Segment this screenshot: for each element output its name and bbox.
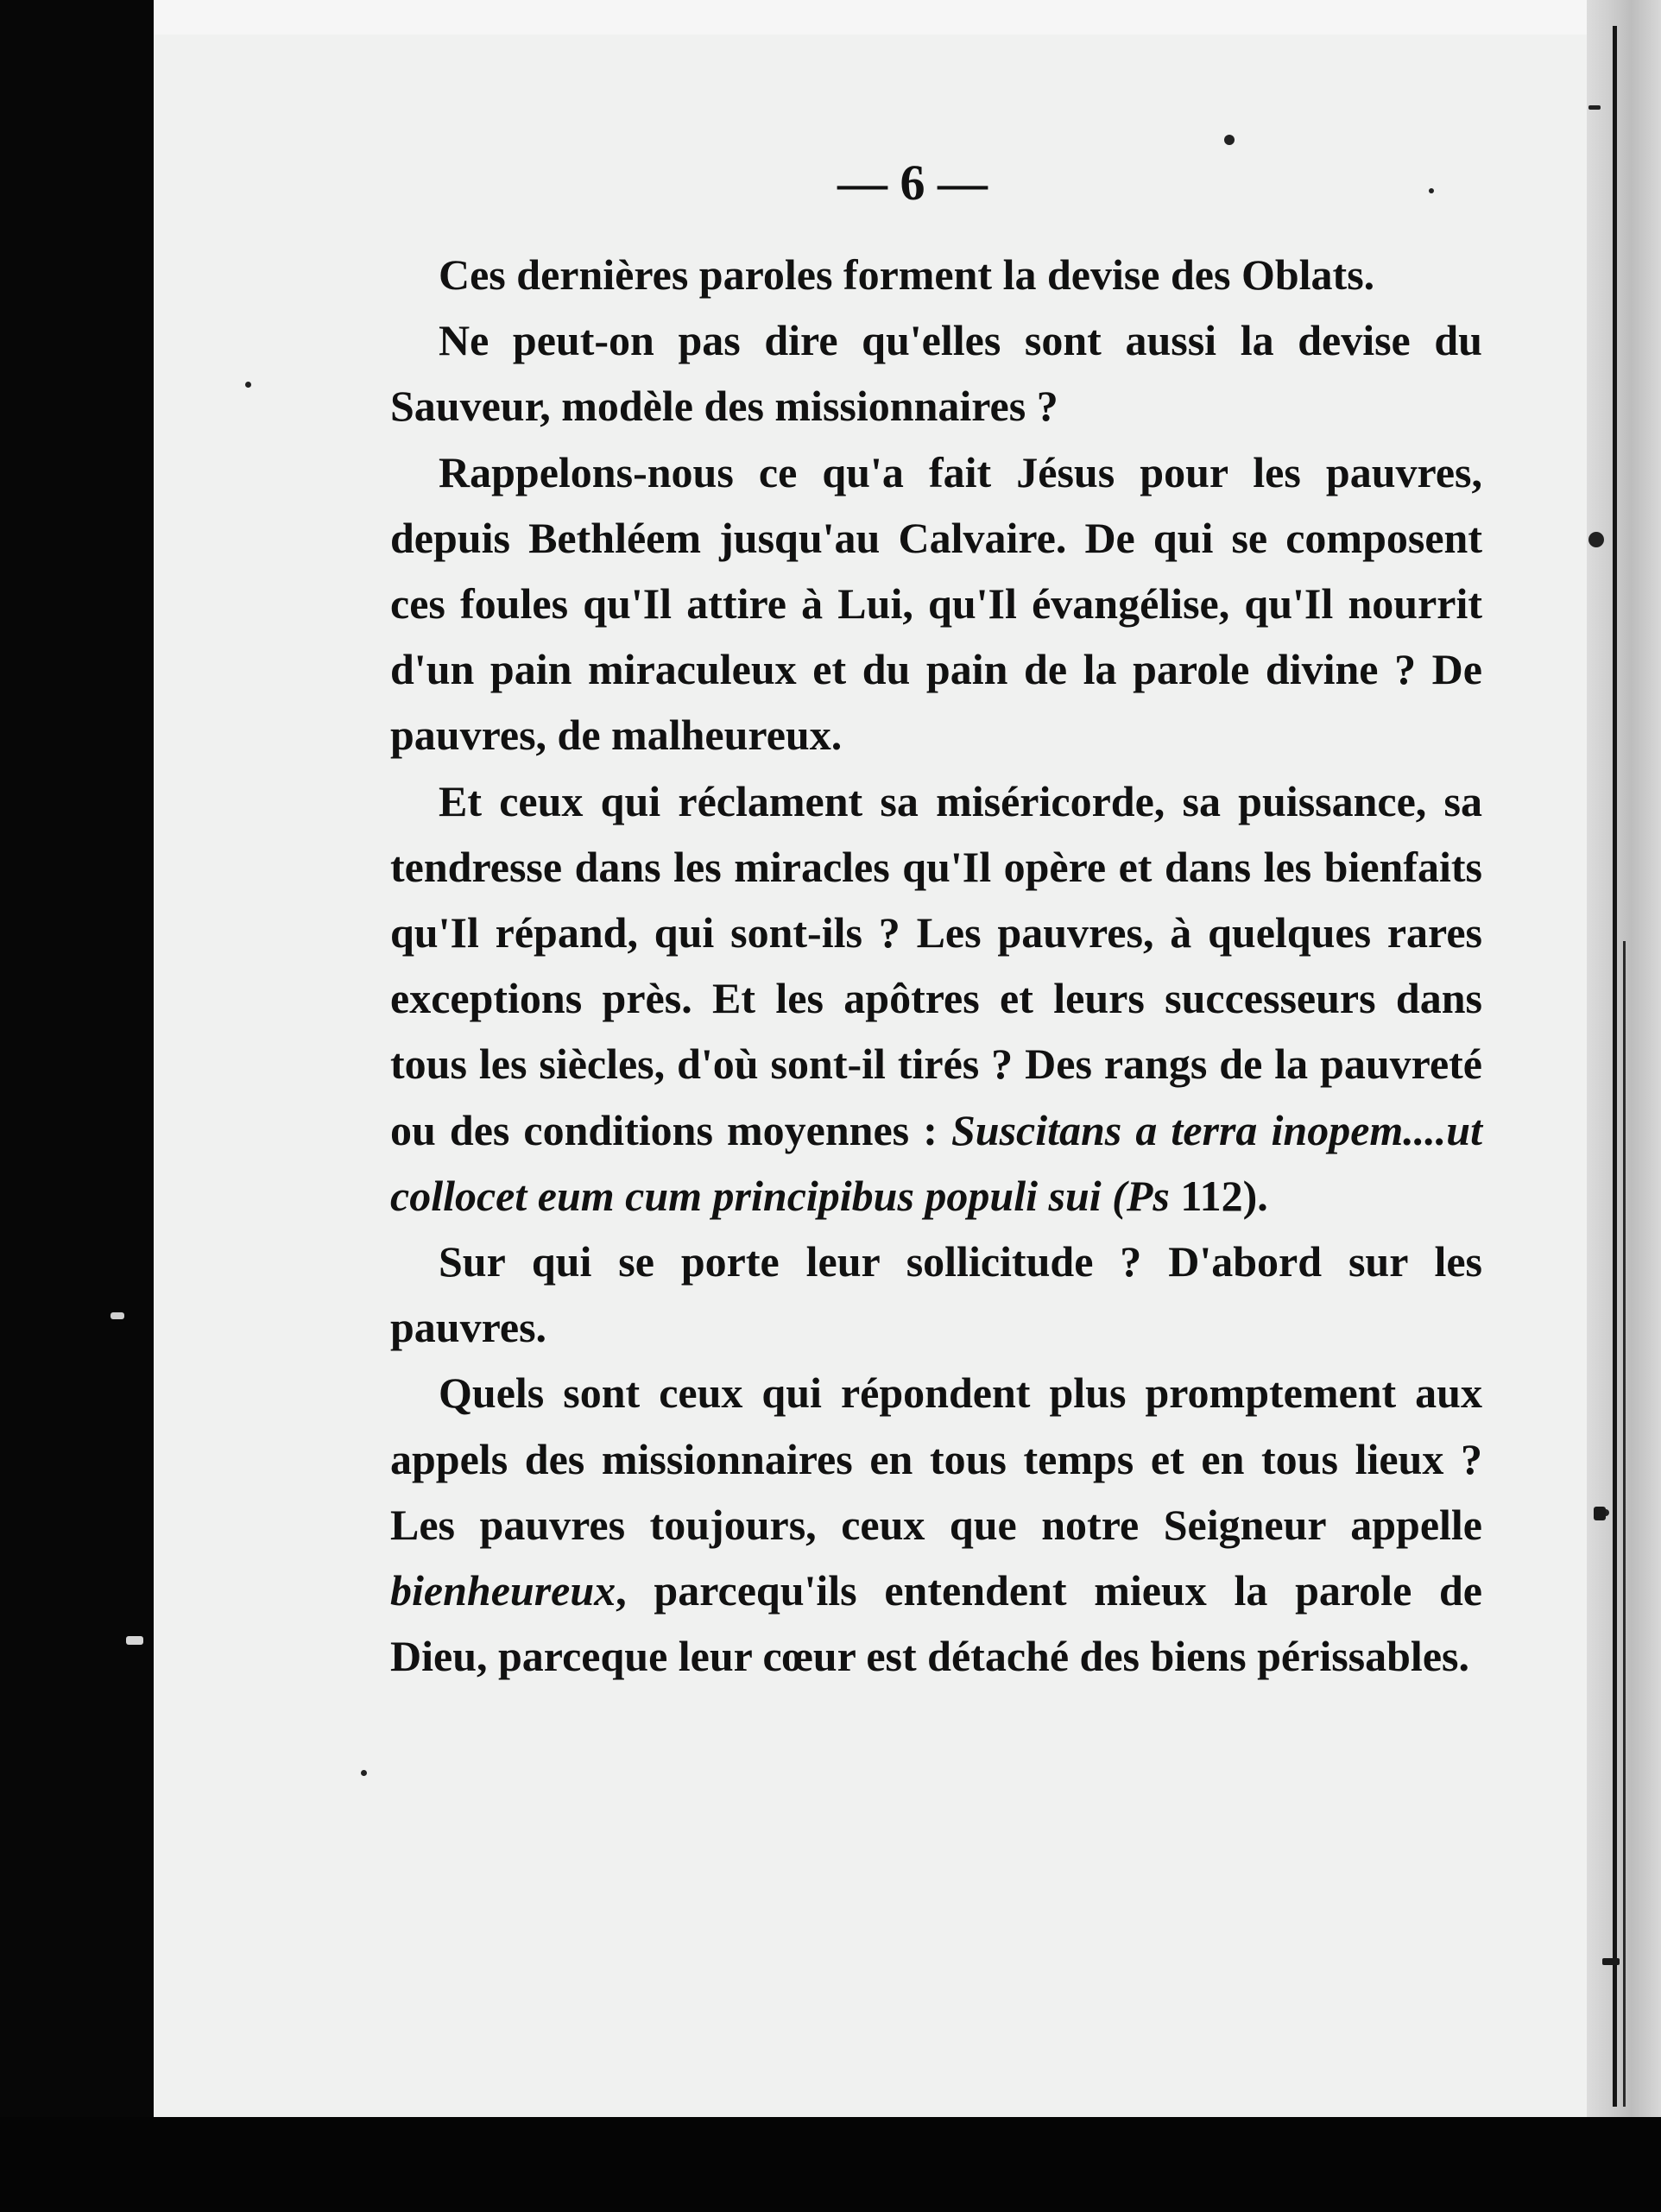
scan-right-rule-secondary	[1623, 941, 1626, 2107]
text-segment: Et ceux qui réclament sa miséricorde, sa puissance, sa tendresse dans les miracles qu'Il opère et dans les bienfaits qu'Il répand, qui sont-ils ? Les pauvres, à quelques rares exceptions près. Et les apôtres et leurs successeurs dans tous les siècles, d'où sont-il tirés ? Des rangs de la pauvreté ou des conditions moyennes :	[390, 776, 1482, 1154]
scan-speck	[245, 382, 251, 388]
text-segment: Rappelons-nous ce qu'a fait Jésus pour les pauvres, depuis Bethléem jusqu'au Calvaire. De qui se composent ces foules qu'Il attire à Lui, qu'Il évangélise, qu'Il nourrit d'un pain miraculeux et du pain de la parole divine ? De pauvres, de malheureux.	[390, 447, 1482, 760]
scan-speck	[1588, 105, 1601, 110]
scan-edge-mark	[1602, 1958, 1620, 1965]
scan-edge-mark	[111, 1312, 124, 1319]
text-segment: Ces dernières paroles forment la devise des Oblats.	[439, 250, 1375, 299]
scan-edge-mark	[1594, 1507, 1606, 1520]
scan-bottom-border	[0, 2117, 1661, 2212]
scan-speck	[1224, 135, 1235, 145]
scan-speck	[361, 1770, 367, 1776]
italic-word: bienheureux	[390, 1566, 616, 1615]
scan-speck	[1429, 188, 1434, 193]
paragraph-2	[390, 307, 1482, 439]
text-segment: , parcequ'ils entendent mieux la parole de Dieu, parceque leur cœur est détaché des biens périssables.	[390, 1566, 1482, 1681]
scan-edge-mark	[126, 1636, 143, 1645]
scan-speck	[1588, 532, 1604, 547]
page-number: — 6 —	[837, 155, 988, 211]
text-segment: Sur qui se porte leur sollicitude ? D'abord sur les pauvres.	[390, 1237, 1482, 1352]
latin-quotation: Suscitans a terra inopem....ut collocet eum cum principibus populi sui (Ps	[390, 1105, 1483, 1220]
text-segment: Quels sont ceux qui répondent plus promptement aux appels des missionnaires en tous temps et en tous lieux ? Les pauvres toujours, ceux que notre Seigneur appelle	[390, 1368, 1482, 1549]
text-segment: Ne peut-on pas dire qu'elles sont aussi la devise du Sauveur, modèle des missionnaires ?	[390, 316, 1482, 431]
psalm-reference: 112).	[1180, 1171, 1268, 1220]
paragraph-1	[390, 242, 1482, 307]
paragraph-5	[390, 1229, 1482, 1360]
scan-left-border	[0, 0, 154, 2212]
paragraph-3	[390, 439, 1482, 768]
paragraph-4	[390, 768, 1482, 1229]
body-text	[390, 242, 1482, 1689]
paragraph-6	[390, 1360, 1482, 1689]
scan-right-rule	[1613, 26, 1617, 2107]
